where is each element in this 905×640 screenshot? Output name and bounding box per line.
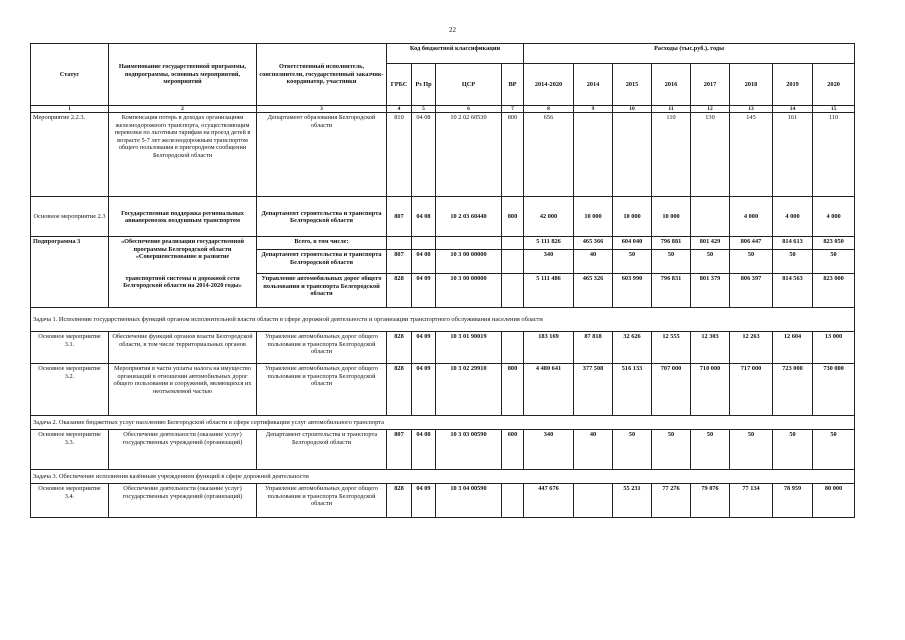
row-value: 814 563 <box>773 274 813 308</box>
row-value: 10 000 <box>613 197 652 237</box>
row-csr <box>436 237 502 250</box>
column-number: 13 <box>730 106 773 113</box>
row-name: Государственная поддержка региональных авиаперевозок воздушным транспортом <box>109 197 257 237</box>
row-value: 656 <box>524 113 574 197</box>
row-vr: 800 <box>502 364 524 416</box>
row-value: 796 831 <box>652 274 691 308</box>
budget-table <box>30 43 855 518</box>
header-year: 2014 <box>574 64 613 106</box>
row-value: 145 <box>730 113 773 197</box>
row-vr: 800 <box>502 113 524 197</box>
row-vr <box>502 274 524 308</box>
row-grbs: 810 <box>387 113 412 197</box>
row-executor: Управление автомобильных дорог общего пользования и транспорта Белгородской области <box>257 364 387 416</box>
table-row <box>31 430 855 470</box>
row-value: 710 000 <box>691 364 730 416</box>
row-name: Обеспечение деятельности (оказание услуг) государственных учреждений (организаций) <box>109 484 257 518</box>
row-value: 50 <box>613 430 652 470</box>
row-name: Обеспечение функций органов власти Белгородской области, в том числе территориальных органов <box>109 332 257 364</box>
header-grbs: ГРБС <box>387 64 412 106</box>
row-vr: 600 <box>502 430 524 470</box>
row-value: 183 169 <box>524 332 574 364</box>
row-value: 603 990 <box>613 274 652 308</box>
row-value: 4 480 641 <box>524 364 574 416</box>
table-row <box>31 332 855 364</box>
column-number: 14 <box>773 106 813 113</box>
row-value: 12 555 <box>652 332 691 364</box>
row-value: 32 626 <box>613 332 652 364</box>
column-number: 2 <box>109 106 257 113</box>
table-row <box>31 237 855 250</box>
row-value: 814 613 <box>773 237 813 250</box>
row-value: 13 000 <box>813 332 855 364</box>
header-vr: ВР <box>502 64 524 106</box>
row-value: 50 <box>652 250 691 274</box>
task-2: Задача 2. Оказание бюджетных услуг населению Белгородской области в сфере сертификации услуг автомобильного транспорта <box>31 416 855 430</box>
header-executor: Ответственный исполнитель, соисполнители, государственный заказчик-координатор, участники <box>257 44 387 106</box>
row-value: 5 111 826 <box>524 237 574 250</box>
row-csr: 10 2 03 60440 <box>436 197 502 237</box>
header-budget-code: Код бюджетной классификации <box>387 44 524 64</box>
row-status: Основное мероприятие 2.3 <box>31 197 109 237</box>
row-value: 50 <box>652 430 691 470</box>
row-name: транспортной системы и дорожной сети Белгородской области на 2014-2020 годы» <box>109 274 257 308</box>
header-year: 2018 <box>730 64 773 106</box>
row-value: 50 <box>730 250 773 274</box>
row-grbs: 828 <box>387 274 412 308</box>
row-value: 50 <box>773 250 813 274</box>
row-value: 40 <box>574 430 613 470</box>
task-1: Задача 1. Исполнение государственных функций органом исполнительной власти области в сфере дорожной деятельности и организации транспортного обслуживания населения области <box>31 308 855 332</box>
header-row-1 <box>31 44 855 64</box>
row-rzpr <box>412 237 436 250</box>
row-rzpr: 04 09 <box>412 484 436 518</box>
row-value: 717 000 <box>730 364 773 416</box>
column-number: 9 <box>574 106 613 113</box>
row-value: 730 000 <box>813 364 855 416</box>
header-csr: ЦСР <box>436 64 502 106</box>
row-rzpr: 04 09 <box>412 364 436 416</box>
header-year: 2014-2020 <box>524 64 574 106</box>
row-csr: 10 2 02 60530 <box>436 113 502 197</box>
row-value: 80 000 <box>813 484 855 518</box>
row-status: Основное мероприятие 3.1. <box>31 332 109 364</box>
row-value: 516 133 <box>613 364 652 416</box>
row-value: 110 <box>652 113 691 197</box>
row-value: 823 000 <box>813 274 855 308</box>
column-number: 5 <box>412 106 436 113</box>
task-row <box>31 308 855 332</box>
row-value: 50 <box>730 430 773 470</box>
row-value: 447 676 <box>524 484 574 518</box>
row-value: 10 000 <box>652 197 691 237</box>
row-value: 806 397 <box>730 274 773 308</box>
row-value: 110 <box>813 113 855 197</box>
table-row <box>31 364 855 416</box>
header-year: 2017 <box>691 64 730 106</box>
row-csr: 10 3 04 00590 <box>436 484 502 518</box>
row-value: 823 050 <box>813 237 855 250</box>
row-value: 801 379 <box>691 274 730 308</box>
row-value: 77 276 <box>652 484 691 518</box>
row-value: 340 <box>524 250 574 274</box>
row-value: 465 366 <box>574 237 613 250</box>
row-status: Основное мероприятие 3.3. <box>31 430 109 470</box>
row-rzpr: 04 08 <box>412 250 436 274</box>
row-value: 50 <box>813 250 855 274</box>
row-value: 42 000 <box>524 197 574 237</box>
row-executor: Департамент образования Белгородской области <box>257 113 387 197</box>
row-name: Обеспечение деятельности (оказание услуг) государственных учреждений (организаций) <box>109 430 257 470</box>
row-value: 796 881 <box>652 237 691 250</box>
row-value: 87 818 <box>574 332 613 364</box>
task-3: Задача 3. Обеспечение исполнения казённым учреждением функций в сфере дорожной деятельности <box>31 470 855 484</box>
row-status: Основное мероприятие 3.2. <box>31 364 109 416</box>
row-value: 377 508 <box>574 364 613 416</box>
row-value: 50 <box>691 250 730 274</box>
row-vr <box>502 237 524 250</box>
row-rzpr: 04 08 <box>412 197 436 237</box>
row-value: 12 604 <box>773 332 813 364</box>
row-value: 4 000 <box>773 197 813 237</box>
header-year: 2015 <box>613 64 652 106</box>
row-value: 604 040 <box>613 237 652 250</box>
row-value <box>574 113 613 197</box>
row-value: 5 111 486 <box>524 274 574 308</box>
table-row <box>31 197 855 237</box>
column-number-row <box>31 106 855 113</box>
row-value: 50 <box>691 430 730 470</box>
row-rzpr: 04 09 <box>412 332 436 364</box>
page-number: 22 <box>449 26 456 34</box>
row-value: 161 <box>773 113 813 197</box>
row-grbs <box>387 237 412 250</box>
table-row <box>31 484 855 518</box>
task-row <box>31 470 855 484</box>
column-number: 4 <box>387 106 412 113</box>
column-number: 15 <box>813 106 855 113</box>
row-status: Основное мероприятие 3.4. <box>31 484 109 518</box>
row-grbs: 807 <box>387 430 412 470</box>
row-executor: Департамент строительства и транспорта Белгородской области <box>257 250 387 274</box>
row-value: 801 429 <box>691 237 730 250</box>
column-number: 8 <box>524 106 574 113</box>
row-executor: Департамент строительства и транспорта Белгородской области <box>257 197 387 237</box>
row-name: Компенсация потерь в доходах организациям железнодорожного транспорта, осуществляющим перевозки по льготным тарифам на проезд детей в возрасте 5-7 лет железнодорожным транспортом общего пользования в пригородном сообщении Белгородской области <box>109 113 257 197</box>
header-year: 2016 <box>652 64 691 106</box>
row-rzpr: 04 08 <box>412 430 436 470</box>
row-value: 723 000 <box>773 364 813 416</box>
row-value: 12 263 <box>730 332 773 364</box>
row-value: 4 000 <box>813 197 855 237</box>
header-year: 2020 <box>813 64 855 106</box>
row-executor: Всего, в том числе: <box>257 237 387 250</box>
row-value: 55 231 <box>613 484 652 518</box>
row-status: Подпрограмма 3 <box>31 237 109 308</box>
column-number: 6 <box>436 106 502 113</box>
row-value: 465 326 <box>574 274 613 308</box>
column-number: 11 <box>652 106 691 113</box>
column-number: 1 <box>31 106 109 113</box>
table-row <box>31 274 855 308</box>
row-name: Мероприятия в части уплаты налога на имущество организаций в отношении автомобильных дорог общего пользования и сооружений, являющихся их неотъемлемой частью <box>109 364 257 416</box>
row-grbs: 807 <box>387 250 412 274</box>
row-value: 707 000 <box>652 364 691 416</box>
column-number: 10 <box>613 106 652 113</box>
row-value: 12 303 <box>691 332 730 364</box>
header-year: 2019 <box>773 64 813 106</box>
row-vr <box>502 332 524 364</box>
row-value: 806 447 <box>730 237 773 250</box>
row-value: 50 <box>813 430 855 470</box>
row-csr: 10 3 00 00000 <box>436 250 502 274</box>
row-grbs: 828 <box>387 484 412 518</box>
task-row <box>31 416 855 430</box>
row-executor: Департамент строительства и транспорта Белгородской области <box>257 430 387 470</box>
row-name: «Обеспечение реализации государственной программы Белгородской области «Совершенствование и развитие <box>109 237 257 274</box>
row-csr: 10 3 00 00000 <box>436 274 502 308</box>
row-grbs: 828 <box>387 364 412 416</box>
header-name: Наименование государственной программы, подпрограммы, основных мероприятий, мероприятий <box>109 44 257 106</box>
row-grbs: 807 <box>387 197 412 237</box>
row-value: 79 076 <box>691 484 730 518</box>
row-value <box>691 197 730 237</box>
row-csr: 10 3 02 29910 <box>436 364 502 416</box>
row-vr <box>502 484 524 518</box>
row-grbs: 828 <box>387 332 412 364</box>
row-value <box>613 113 652 197</box>
row-csr: 10 3 01 90019 <box>436 332 502 364</box>
header-expenses: Расходы (тыс.руб.), годы <box>524 44 855 64</box>
column-number: 7 <box>502 106 524 113</box>
column-number: 12 <box>691 106 730 113</box>
row-executor: Управление автомобильных дорог общего пользования и транспорта Белгородской области <box>257 332 387 364</box>
row-vr: 800 <box>502 197 524 237</box>
row-executor: Управление автомобильных дорог общего пользования и транспорта Белгородской области <box>257 274 387 308</box>
header-status: Статус <box>31 44 109 106</box>
column-number: 3 <box>257 106 387 113</box>
row-value <box>574 484 613 518</box>
row-value: 50 <box>773 430 813 470</box>
row-value: 4 000 <box>730 197 773 237</box>
row-value: 10 000 <box>574 197 613 237</box>
row-value: 130 <box>691 113 730 197</box>
header-rzpr: Рз Пр <box>412 64 436 106</box>
row-value: 40 <box>574 250 613 274</box>
row-rzpr: 04 09 <box>412 274 436 308</box>
row-value: 50 <box>613 250 652 274</box>
row-value: 340 <box>524 430 574 470</box>
table-row <box>31 113 855 197</box>
row-value: 78 959 <box>773 484 813 518</box>
row-executor: Управление автомобильных дорог общего пользования и транспорта Белгородской области <box>257 484 387 518</box>
row-vr <box>502 250 524 274</box>
row-rzpr: 04 08 <box>412 113 436 197</box>
row-status: Мероприятие 2.2.3. <box>31 113 109 197</box>
row-csr: 10 3 03 00590 <box>436 430 502 470</box>
row-value: 77 134 <box>730 484 773 518</box>
